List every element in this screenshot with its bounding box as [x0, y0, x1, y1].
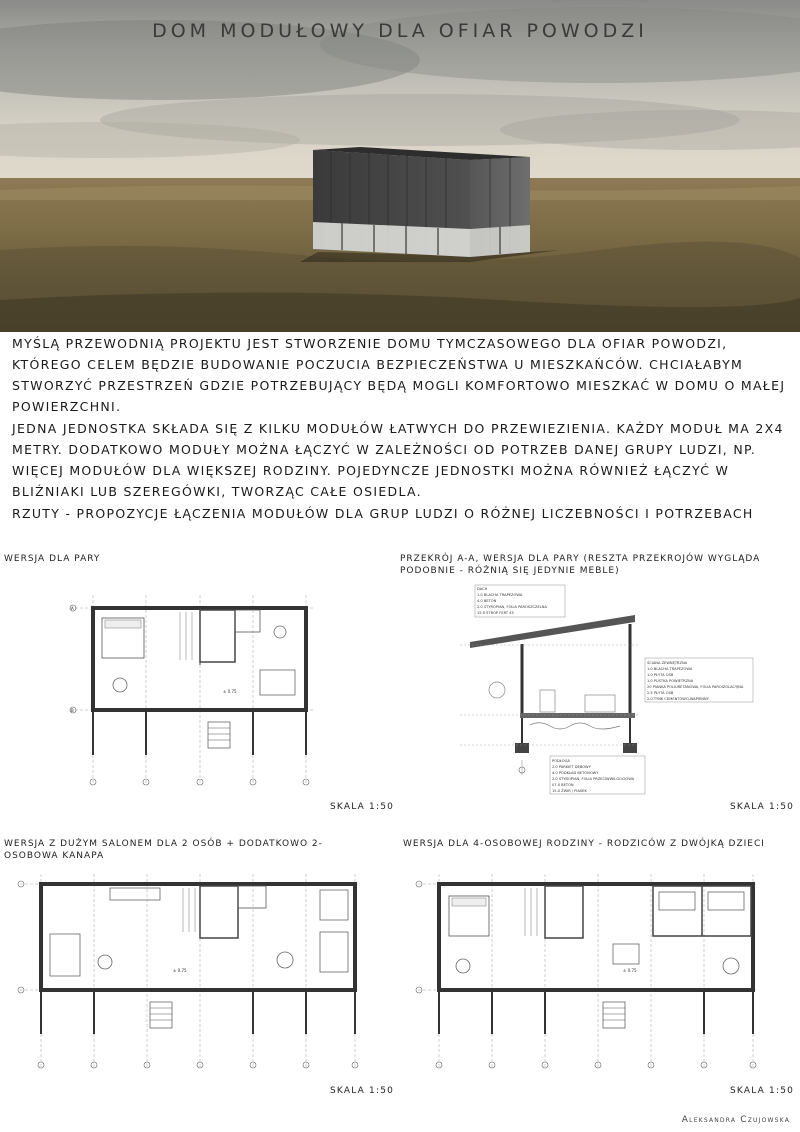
floor-plan-large-salon — [15, 872, 365, 1072]
scale-label-plan-family: SKALA 1:50 — [730, 1086, 795, 1096]
scale-label-plan-salon: SKALA 1:50 — [330, 1086, 395, 1096]
scale-label-section: SKALA 1:50 — [730, 802, 795, 812]
svg-text:1.0 BLACHA TRAPEZOWA: 1.0 BLACHA TRAPEZOWA — [477, 593, 523, 597]
svg-text:1.0 PUSTKA POWIETRZNA: 1.0 PUSTKA POWIETRZNA — [647, 679, 694, 683]
svg-text:A: A — [71, 606, 74, 611]
section-caption: PRZEKRÓJ A-A, WERSJA DLA PARY (RESZTA PRZEKROJÓW WYGLĄDA PODOBNIE - RÓŻNIĄ SIĘ JEDYNIE MEBLE) — [400, 554, 761, 576]
page-title: DOM MODUŁOWY DLA OFIAR POWODZI — [152, 20, 648, 42]
svg-text:4.0 PODKŁAD BETONOWY: 4.0 PODKŁAD BETONOWY — [552, 771, 599, 775]
plan1-level-label: ± 0.75 — [223, 689, 237, 694]
hero-render — [0, 0, 800, 332]
plan-salon-caption: WERSJA Z DUŻYM SALONEM DLA 2 OSÓB + DODATKOWO 2-OSOBOWA KANAPA — [4, 839, 323, 861]
svg-text:2.0 PARKIET DĘBOWY: 2.0 PARKIET DĘBOWY — [552, 765, 591, 769]
section-aa-drawing — [460, 580, 800, 795]
floor-plan-pair — [60, 590, 320, 790]
svg-text:B: B — [71, 708, 74, 713]
svg-text:2.0 STYROPIAN, FOLIA PAROSZCZE: 2.0 STYROPIAN, FOLIA PAROSZCZELNA — [477, 605, 547, 609]
plan-family-caption: WERSJA DLA 4-OSOBOWEJ RODZINY - RODZICÓW Z DWÓJKĄ DZIECI — [403, 839, 765, 849]
svg-text:1.0 PŁYTA OSB: 1.0 PŁYTA OSB — [647, 673, 674, 677]
scale-label-plan-pair: SKALA 1:50 — [330, 802, 395, 812]
svg-text:1.0 BLACHA TRAPEZOWA: 1.0 BLACHA TRAPEZOWA — [647, 667, 693, 671]
svg-text:± 0.75: ± 0.75 — [623, 968, 637, 973]
intro-paragraph: MYŚLĄ PRZEWODNIĄ PROJEKTU JEST STWORZENIE DOMU TYMCZASOWEGO DLA OFIAR POWODZI, KTÓREGO CELEM BĘDZIE BUDOWANIE POCZUCIA BEZPIECZEŃSTWA U MIESZKAŃCÓW. CHCIAŁABYM STWORZYĆ PRZESTRZEŃ GDZIE POTRZEBUJĄCY BĘDĄ MOGLI KOMFORTOWO MIESZKAĆ W DOMU O MAŁEJ POWIERZCHNI. — [12, 336, 786, 414]
svg-text:2.5 PŁYTA OSB: 2.5 PŁYTA OSB — [647, 691, 674, 695]
floor-plan-family — [413, 872, 763, 1072]
plans-intro-paragraph: RZUTY - PROPOZYCJE ŁĄCZENIA MODUŁÓW DLA GRUP LUDZI O RÓŻNEJ LICZEBNOŚCI I POTRZEBACH — [12, 506, 754, 521]
svg-text:20 PIANKA POLIURETANOWA, FOLIA: 20 PIANKA POLIURETANOWA, FOLIA PAROIZOLACYJNA — [647, 685, 744, 689]
hero-landscape-image — [0, 0, 800, 332]
author-name: Aleksandra Czujowska — [681, 1115, 790, 1125]
svg-text:4.0 BETON: 4.0 BETON — [477, 599, 497, 603]
svg-text:ŚCIANA ZEWNĘTRZNA: ŚCIANA ZEWNĘTRZNA — [647, 661, 688, 665]
svg-text:± 0.75: ± 0.75 — [173, 968, 187, 973]
svg-text:07.0 BETON: 07.0 BETON — [552, 783, 574, 787]
svg-text:2.0 STYROPIAN, FOLIA PRZECIWWI: 2.0 STYROPIAN, FOLIA PRZECIWWILGOCIOWA — [552, 777, 635, 781]
svg-text:DACH: DACH — [477, 587, 488, 591]
svg-text:15.0 ŻWIR / PIASEK: 15.0 ŻWIR / PIASEK — [552, 789, 587, 793]
svg-text:PODŁOGA: PODŁOGA — [552, 759, 570, 763]
svg-text:2.0 TYNK CEMENTOWO-WAPIENNY: 2.0 TYNK CEMENTOWO-WAPIENNY — [647, 697, 709, 701]
plan-pair-caption: WERSJA DLA PARY — [4, 554, 101, 564]
svg-text:15.0 STROP FERT 45: 15.0 STROP FERT 45 — [477, 611, 514, 615]
modules-paragraph: JEDNA JEDNOSTKA SKŁADA SIĘ Z KILKU MODUŁÓW ŁATWYCH DO PRZEWIEZIENIA. KAŻDY MODUŁ MA 2X4 METRY. DODATKOWO MODUŁY MOŻNA ŁĄCZYĆ W ZALEŻNOŚCI OD POTRZEB DANEJ GRUPY LUDZI, NP. WIĘCEJ MODUŁÓW DLA WIĘKSZEJ RODZINY. POJEDYNCZE JEDNOSTKI MOŻNA RÓWNIEŻ ŁĄCZYĆ W BLIŹNIAKI LUB SZEREGÓWKI, TWORZĄC CAŁE OSIEDLA. — [12, 421, 784, 499]
